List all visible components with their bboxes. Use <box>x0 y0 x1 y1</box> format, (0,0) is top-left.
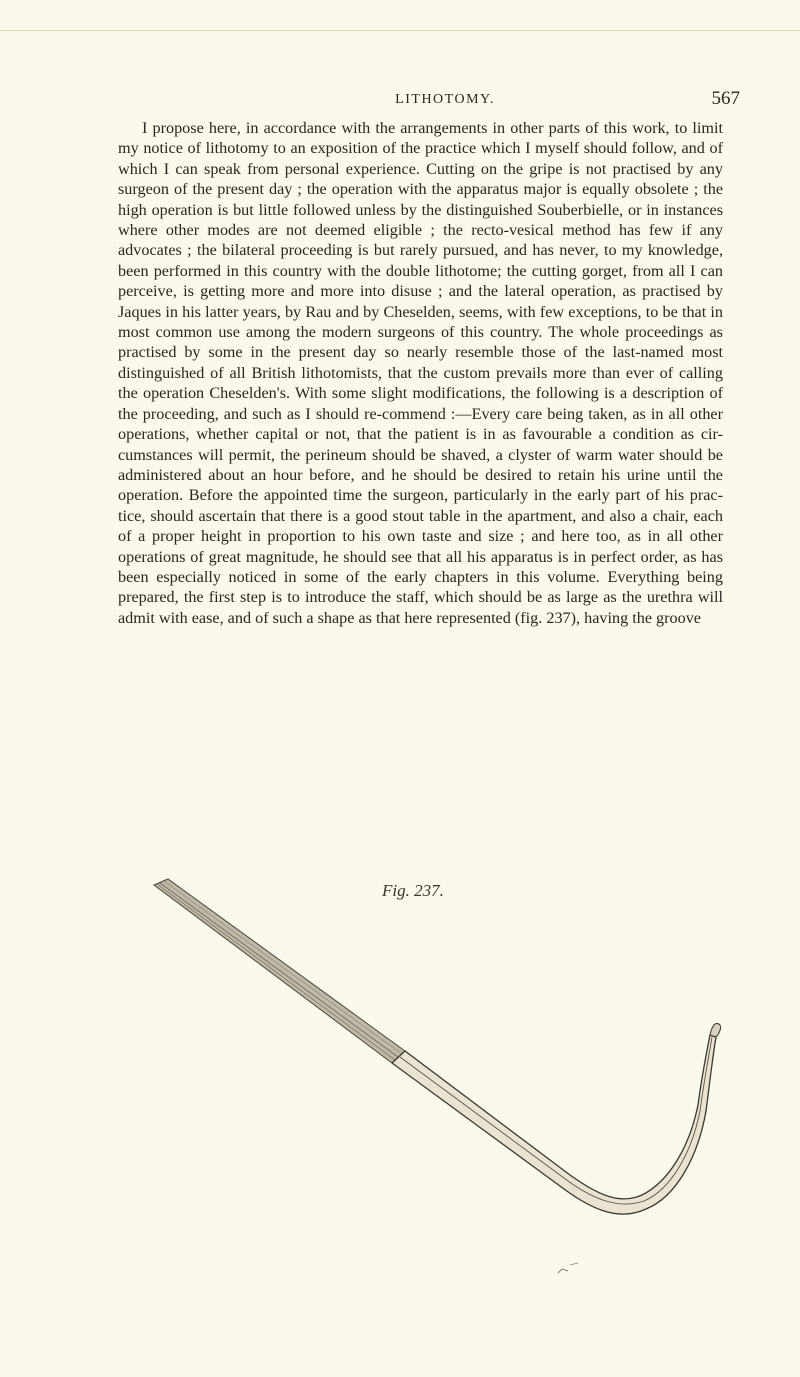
figure-caption: Fig. 237. <box>382 881 444 900</box>
figure-237 <box>150 875 740 1295</box>
staff-shaft <box>392 1035 716 1214</box>
page-header <box>100 88 790 112</box>
body-paragraph: I propose here, in accordance with the arrangements in other parts of this work, to limit my notice of lithotomy to an exposition of the practice which I myself should follow, and of which I can speak from personal experience. Cutting on the gripe is not practised by any surgeon of the present day ; the operation with the apparatus major is equally obsolete ; the high operation is but little followed unless by the distinguished Souberbielle, or in instances where other modes are not deemed eligible ; the recto-vesical method has few if any advocates ; the bilateral proceeding is but rarely pursued, and has never, to my knowledge, been performed in this country with the double lithotome; the cutting gorget, from all I can perceive, is getting more and more into disuse ; and the lateral operation, as practised by Jaques in his latter years, by Rau and by Cheselden, seems, with few exceptions, to be that in most common use among the modern surgeons of this country. The whole proceedings as practised by some in the present day so nearly resemble those of the last-named most distinguished of all British lithotomists, that the custom prevails more than ever of calling the operation Cheselden's. With some slight modifications, the following is a description of the proceeding, and such as I should re-commend :—Every care being taken, as in all other operations, whether capital or not, that the patient is in as favourable a condition as cir-cumstances will permit, the perineum should be shaved, a clyster of warm water should be administered about an hour before, and he should be desired to retain his urine until the operation. Before the appointed time the surgeon, particularly in the early part of his prac-tice, should ascertain that there is a good stout table in the apartment, and also a chair, each of a proper height in proportion to his own taste and size ; and here too, as in all other operations of great magnitude, he should see that all his apparatus is in perfect order, as has been especially noticed in some of the early chapters in this volume. Everything being prepared, the first step is to introduce the staff, which should be as large as the urethra will admit with ease, and of such a shape as that here represented (fig. 237), having the groove <box>118 119 723 627</box>
page-number: 567 <box>711 88 740 109</box>
staff-illustration <box>150 875 740 1295</box>
page-edge-line <box>0 30 800 31</box>
running-head: LITHOTOMY. <box>395 92 495 107</box>
staff-beak <box>710 1023 721 1037</box>
